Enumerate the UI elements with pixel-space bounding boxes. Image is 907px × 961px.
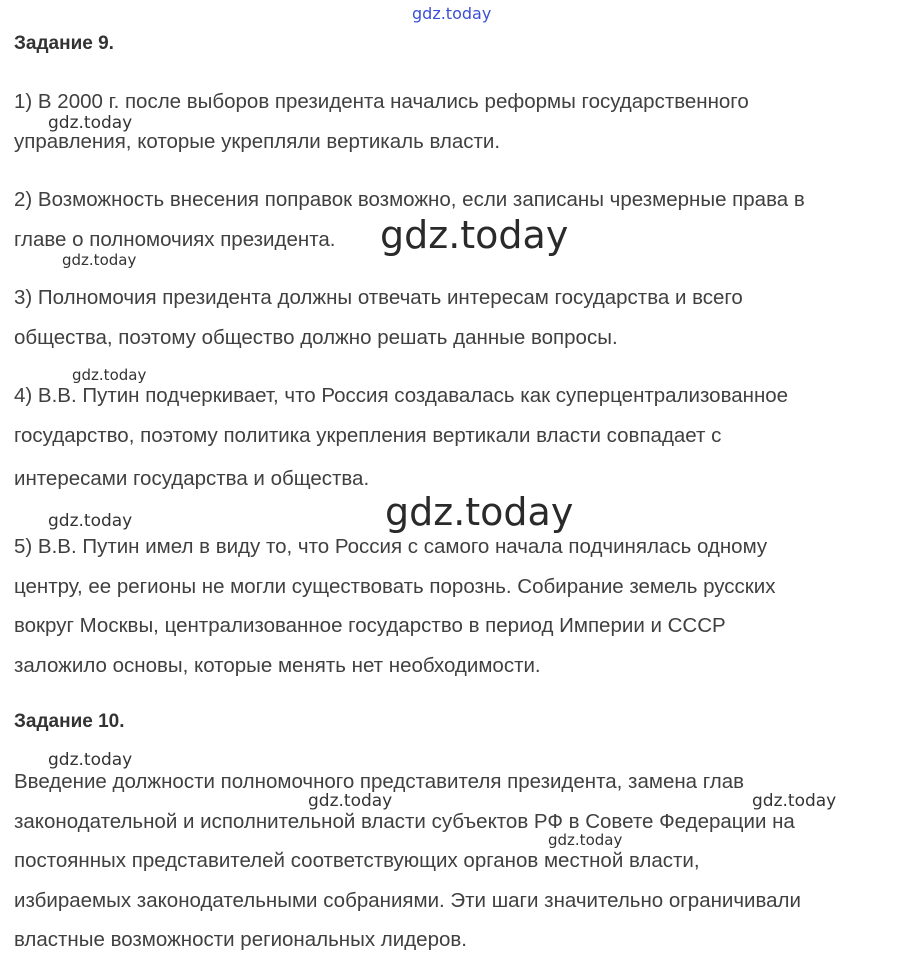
text-line: вокруг Москвы, централизованное государство в период Империи и СССР xyxy=(14,614,726,637)
text-line: центру, ее регионы не могли существовать порознь. Собирание земель русских xyxy=(14,574,776,598)
text-line: государство, поэтому политика укрепления вертикали власти совпадает с xyxy=(14,423,722,447)
watermark: gdz.today xyxy=(72,366,147,384)
watermark: gdz.today xyxy=(48,511,133,531)
watermark: gdz.today xyxy=(48,113,133,133)
text-line: 4) В.В. Путин подчеркивает, что Россия создавалась как суперцентрализованное xyxy=(14,384,789,407)
watermark: gdz.today xyxy=(308,791,393,811)
watermark: gdz.today xyxy=(48,750,133,770)
text-line: 2) Возможность внесения поправок возможно, если записаны чрезмерные права в xyxy=(14,188,805,211)
watermark: gdz.today xyxy=(385,490,574,534)
text-line: законодательной и исполнительной власти субъектов РФ в Совете Федерации на xyxy=(14,809,795,833)
watermark: gdz.today xyxy=(752,791,837,811)
text-line: постоянных представителей соответствующих органов местной власти, xyxy=(14,849,700,872)
watermark: gdz.today xyxy=(380,213,569,257)
task-9-heading: Задание 9. xyxy=(14,33,114,54)
text-line: 1) В 2000 г. после выборов президента начались реформы государственного xyxy=(14,90,749,113)
task-9-item-3 xyxy=(14,278,904,357)
task-9-item-4 xyxy=(14,376,904,499)
text-line: заложило основы, которые менять нет необходимости. xyxy=(14,653,541,677)
text-line: властные возможности региональных лидеров. xyxy=(14,928,467,951)
text-line: избираемых законодательными собраниями. Эти шаги значительно ограничивали xyxy=(14,888,801,912)
task-9-item-1 xyxy=(14,82,904,161)
watermark: gdz.today xyxy=(412,4,492,23)
watermark: gdz.today xyxy=(548,831,623,849)
text-line: интересами государства и общества. xyxy=(14,467,370,490)
watermark: gdz.today xyxy=(62,251,137,269)
task-10-heading: Задание 10. xyxy=(14,711,125,732)
text-line: Введение должности полномочного представителя президента, замена глав xyxy=(14,770,745,793)
task-9-item-5 xyxy=(14,527,904,685)
text-line: 3) Полномочия президента должны отвечать интересам государства и всего xyxy=(14,286,743,309)
text-line: главе о полномочиях президента. xyxy=(14,227,336,251)
text-line: управления, которые укрепляли вертикаль власти. xyxy=(14,129,501,153)
text-line: 5) В.В. Путин имел в виду то, что Россия с самого начала подчинялась одному xyxy=(14,535,768,558)
text-line: общества, поэтому общество должно решать данные вопросы. xyxy=(14,325,618,349)
